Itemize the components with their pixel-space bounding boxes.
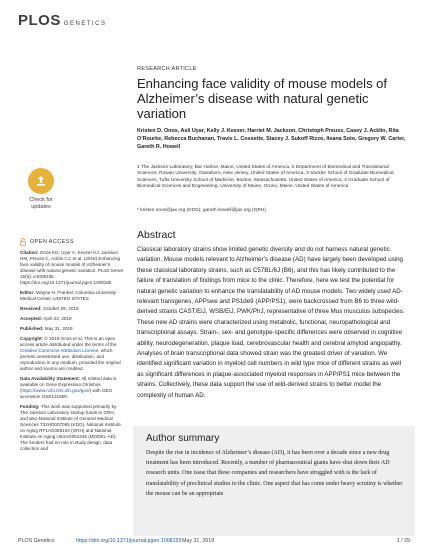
footer-doi-link[interactable]: https://doi.org/10.1371/journal.pgen.1008155 (76, 538, 182, 544)
funding-text: This work was supported primarily by The Jackson Laboratory startup funds to GRH, and also National Institute of General Medical Sciences T32HD007065 (KDO), National Institute on Aging RF1AG055104 (GRH) and National Institute on Aging U54AG054345 (MODEL-AD). The funders had no role in study design, data collection and (20, 404, 121, 451)
check-updates-line2: updates (31, 203, 51, 210)
open-lock-icon (20, 238, 26, 246)
citation-text: Onos KD, Uyar A, Keezer KJ, Jackson HM, Preuss C, Acklin CJ, et al. (2019) Enhancing face validity of mouse models of Alzheimer’s disease with natural genetic variation. PLoS Genet 15(5): e1008155. https://doi.org/10.1371/journal.pgen.1008155 (20, 250, 123, 285)
editor (20, 290, 123, 302)
received-label: Received: (20, 306, 42, 311)
published-value: May 31, 2019 (44, 326, 73, 331)
received-value: October 29, 2018 (43, 306, 79, 311)
copyright-label: Copyright: (20, 336, 44, 341)
funding (20, 404, 123, 452)
funding-label: Funding: (20, 404, 40, 409)
copyright (20, 336, 123, 372)
footer-journal: PLOS Genetics (18, 538, 55, 544)
citation (20, 250, 123, 286)
page-footer (18, 538, 410, 544)
article-sidebar (20, 250, 123, 456)
accepted-date (20, 316, 123, 322)
license-link[interactable]: Creative Commons Attribution License (20, 348, 99, 353)
affiliations: 1 The Jackson Laboratory, Bar Harbor, Maine, United States of America, 2 Department of Biomedical and Translational Sciences, Rowan University, Glassboro, New Jersey, United States of America, 3 Sackler School of Graduate Biomedical Sciences, Tufts University School of Medicine, Boston, Massachusetts, United States of America, 4 Graduate School of Biomedical Sciences and Engineering, University of Maine, Orono, Maine, United States of America (137, 165, 394, 189)
published-label: Published: (20, 326, 44, 331)
check-for-updates-badge[interactable] (22, 168, 60, 210)
open-access-badge (20, 238, 74, 246)
logo-journal: GENETICS (63, 21, 107, 27)
copyright-text-2: , which permits unrestricted use, distribution, and reproduction in any medium, provided the original author and source are credited. (20, 348, 121, 371)
citation-label: Citation: (20, 250, 39, 255)
footer-page-number: 1 / 29 (396, 538, 410, 544)
copyright-text-1: © 2019 Onos et al. This is an open access article distributed under the terms of the (20, 336, 117, 347)
abstract-text: Classical laboratory strains show limited genetic diversity and do not harness natural genetic variation. Mouse models relevant to Alzheimer’s disease (AD) have largely been developed using these classical laboratory strains, such as C57BL/6J (B6), and this has likely contributed to the failure of translation of findings from mice to the clinic. Therefore, here we test the potential for natural genetic variation to enhance the translatability of AD mouse models. Two widely used AD-relevant transgenes, APPswe and PS1de9 (APP/PS1), were backcrossed from B6 to three wild-derived strains CAST/EiJ, WSB/EiJ, PWK/PhJ, representative of three Mus musculus subspecies. These new AD strains were characterized using metabolic, functional, neuropathological and transcriptional assays. Strain-, sex- and genotype-specific differences were observed in cognitive ability, neurodegeneration, plaque load, cerebrovascular health and cerebral amyloid angiopathy. Analyses of brain transcriptional data showed strain was the greatest driver of variation. We identified significant variation in myeloid cell numbers in wild type mice of different strains as well as significant differences in plaque-associated myeloid responses in APP/PS1 mice between the strains. Collectively, these data support the use of wild-derived strains to better model the complexity of human AD. (137, 246, 405, 399)
logo-plos: PLOS (18, 12, 61, 29)
author-summary-heading: Author summary (146, 433, 220, 444)
corresponding-emails[interactable]: * kristen.onos@jax.org (KDO); gareth.howell@jax.org (GRH) (137, 208, 266, 213)
data-availability-label: Data Availability Statement: (20, 376, 81, 381)
article-type: RESEARCH ARTICLE (137, 66, 197, 72)
published-date (20, 326, 123, 332)
data-availability-text-1: All related data is available on Gene Expression Omnibus ( (20, 376, 117, 393)
crossmark-icon (28, 168, 54, 194)
author-list: Kristen D. Onos, Asli Uyar, Kelly J. Keezer, Harriet M. Jackson, Christoph Preuss, Casey J. Acklin, Rita O’Rourke, Rebecca Buchanan, Travis L. Cossette, Stacey J. Sukoff Rizzo, Ileana Soto, Gregory W. Carter, Gareth R. Howell (137, 128, 406, 151)
accepted-value: April 24, 2019 (43, 316, 72, 321)
author-summary-text: Despite the rise in incidence of Alzheimer’s disease (AD), it has been over a decade since a new drug treatment has been introduced. Recently, a number of pharmaceutical giants have shut down their AD research units. One issue that these companies and researchers have struggled with is the lack of translatability of preclinical studies to the clinic. One aspect that has come under heavy scrutiny is whether the mouse can be an appropriate (146, 450, 403, 497)
data-availability (20, 376, 123, 400)
editor-label: Editor: (20, 290, 35, 295)
open-access-label: OPEN ACCESS (30, 239, 74, 245)
data-availability-text-2: ) with GEO accession GSE131659. (20, 388, 113, 399)
editor-text: Wayne N. Frankel, Columbia University Medical Center, UNITED STATES (20, 290, 117, 301)
journal-logo (18, 12, 107, 29)
check-updates-line1: Check for (29, 197, 53, 203)
accepted-label: Accepted: (20, 316, 43, 321)
received-date (20, 306, 123, 312)
footer-date: May 31, 2019 (182, 538, 215, 544)
article-title: Enhancing face validity of mouse models of Alzheimer’s disease with natural genetic variation (137, 76, 388, 121)
geo-link[interactable]: https://www.ncbi.nlm.nih.gov/geo/ (21, 388, 90, 393)
abstract-heading: Abstract (137, 229, 176, 241)
